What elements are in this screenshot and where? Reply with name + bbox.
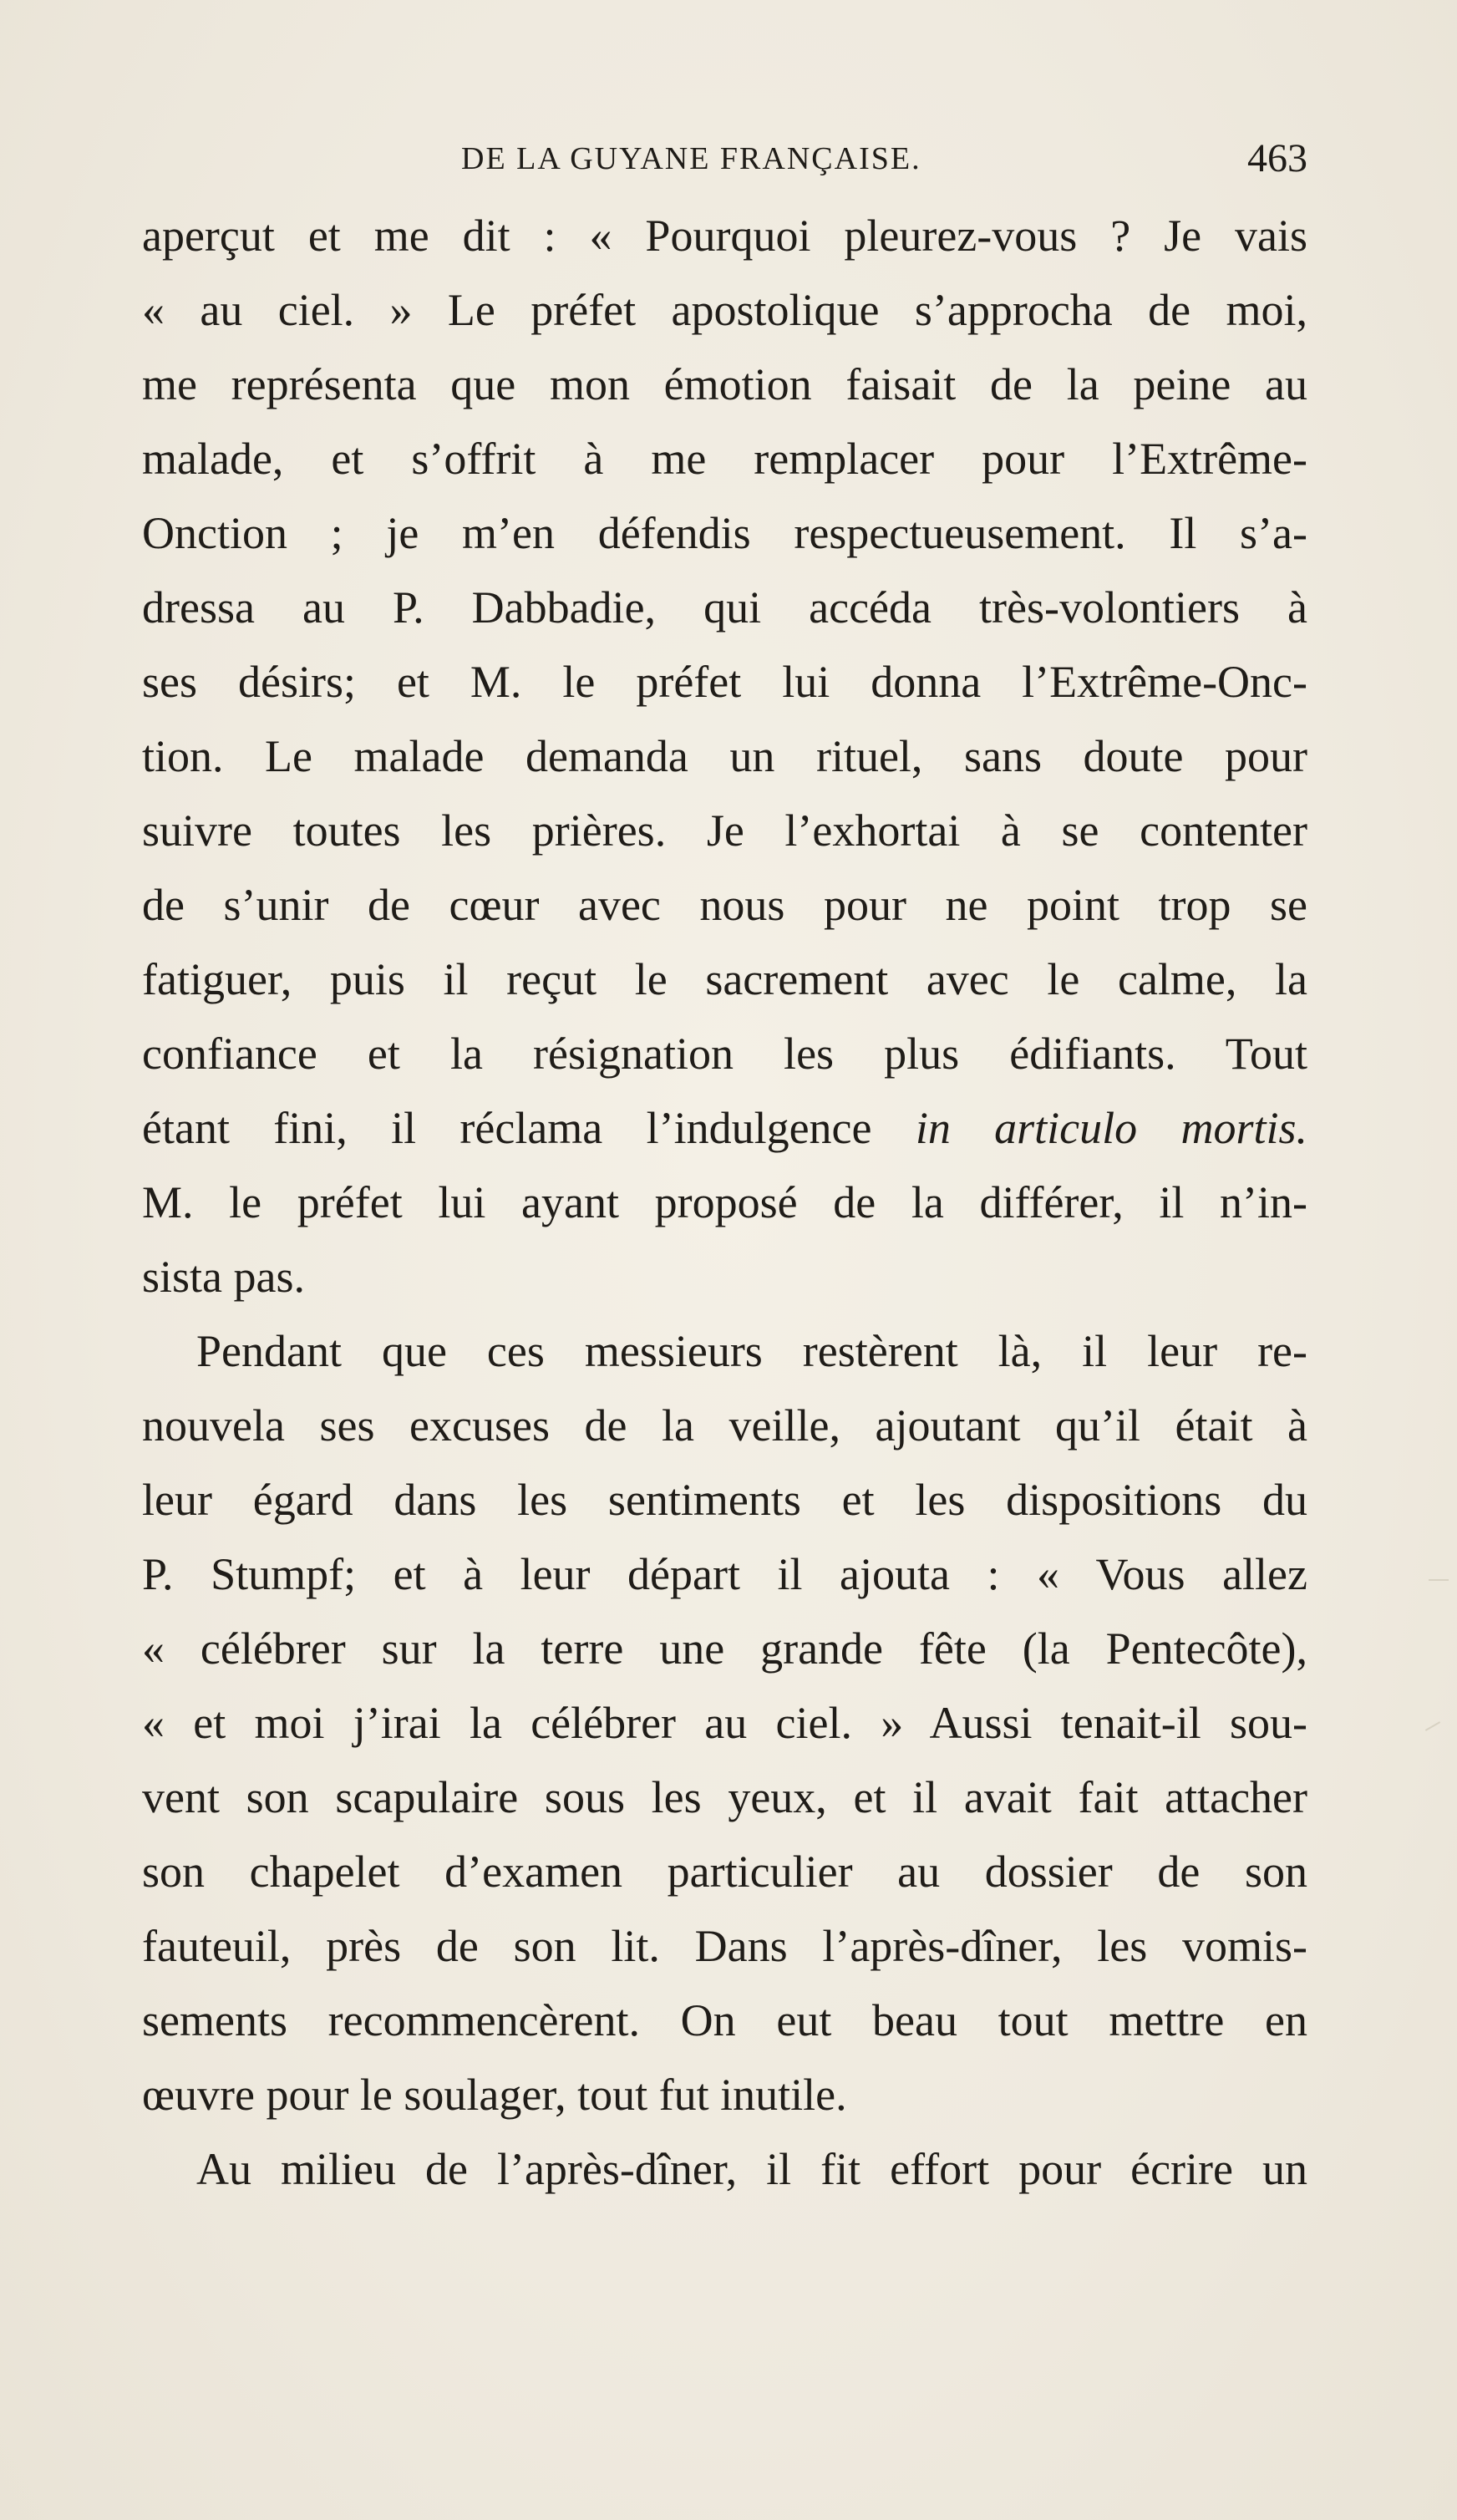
margin-mark: [1425, 1721, 1440, 1731]
italic-phrase: in articulo mortis.: [915, 1103, 1307, 1153]
text-line: suivre toutes les prières. Je l’exhortai à se contenter: [142, 805, 1307, 856]
page-number: 463: [1247, 136, 1307, 180]
text-line: fauteuil, près de son lit. Dans l’après-dîner, les vomis-: [142, 1921, 1307, 1971]
text-line: me représenta que mon émotion faisait de la peine au: [142, 359, 1307, 409]
paragraph-start-line: Pendant que ces messieurs restèrent là, il leur re-: [196, 1326, 1307, 1376]
text-line: de s’unir de cœur avec nous pour ne point trop se: [142, 880, 1307, 930]
text-line: leur égard dans les sentiments et les dispositions du: [142, 1475, 1307, 1525]
text-line: sista pas.: [142, 1252, 305, 1302]
text-line: fatiguer, puis il reçut le sacrement avec le calme, la: [142, 954, 1307, 1004]
text-line: ses désirs; et M. le préfet lui donna l’Extrême-Onc-: [142, 657, 1307, 707]
text-line: œuvre pour le soulager, tout fut inutile.: [142, 2070, 847, 2120]
text-line: dressa au P. Dabbadie, qui accéda très-volontiers à: [142, 582, 1307, 633]
text-line: M. le préfet lui ayant proposé de la différer, il n’in-: [142, 1177, 1307, 1227]
text-line: tion. Le malade demanda un rituel, sans doute pour: [142, 731, 1307, 781]
text-line: « et moi j’irai la célébrer au ciel. » Aussi tenait-il sou-: [142, 1698, 1307, 1748]
text-line: « célébrer sur la terre une grande fête (la Pentecôte),: [142, 1623, 1307, 1674]
margin-mark: [1429, 1579, 1449, 1581]
text-fragment: étant fini, il réclama l’indulgence: [142, 1103, 872, 1153]
paragraph-start-line: Au milieu de l’après-dîner, il fit effort pour écrire un: [196, 2144, 1307, 2194]
text-line: sements recommencèrent. On eut beau tout mettre en: [142, 1995, 1307, 2045]
text-line: nouvela ses excuses de la veille, ajoutant qu’il était à: [142, 1400, 1307, 1451]
text-line: « au ciel. » Le préfet apostolique s’approcha de moi,: [142, 285, 1307, 335]
text-line: Onction ; je m’en défendis respectueusement. Il s’a-: [142, 508, 1307, 558]
text-line: P. Stumpf; et à leur départ il ajouta : « Vous allez: [142, 1549, 1307, 1599]
text-line-with-italic: [142, 1091, 1307, 1166]
text-line: confiance et la résignation les plus édifiants. Tout: [142, 1029, 1307, 1079]
text-line: malade, et s’offrit à me remplacer pour l’Extrême-: [142, 434, 1307, 484]
running-title: DE LA GUYANE FRANÇAISE.: [461, 141, 921, 176]
text-line: son chapelet d’examen particulier au dossier de son: [142, 1847, 1307, 1897]
body-text: [142, 199, 1307, 2207]
text-line: aperçut et me dit : « Pourquoi pleurez-vous ? Je vais: [142, 211, 1307, 261]
running-head: [142, 134, 1307, 184]
text-line: vent son scapulaire sous les yeux, et il avait fait attacher: [142, 1772, 1307, 1822]
